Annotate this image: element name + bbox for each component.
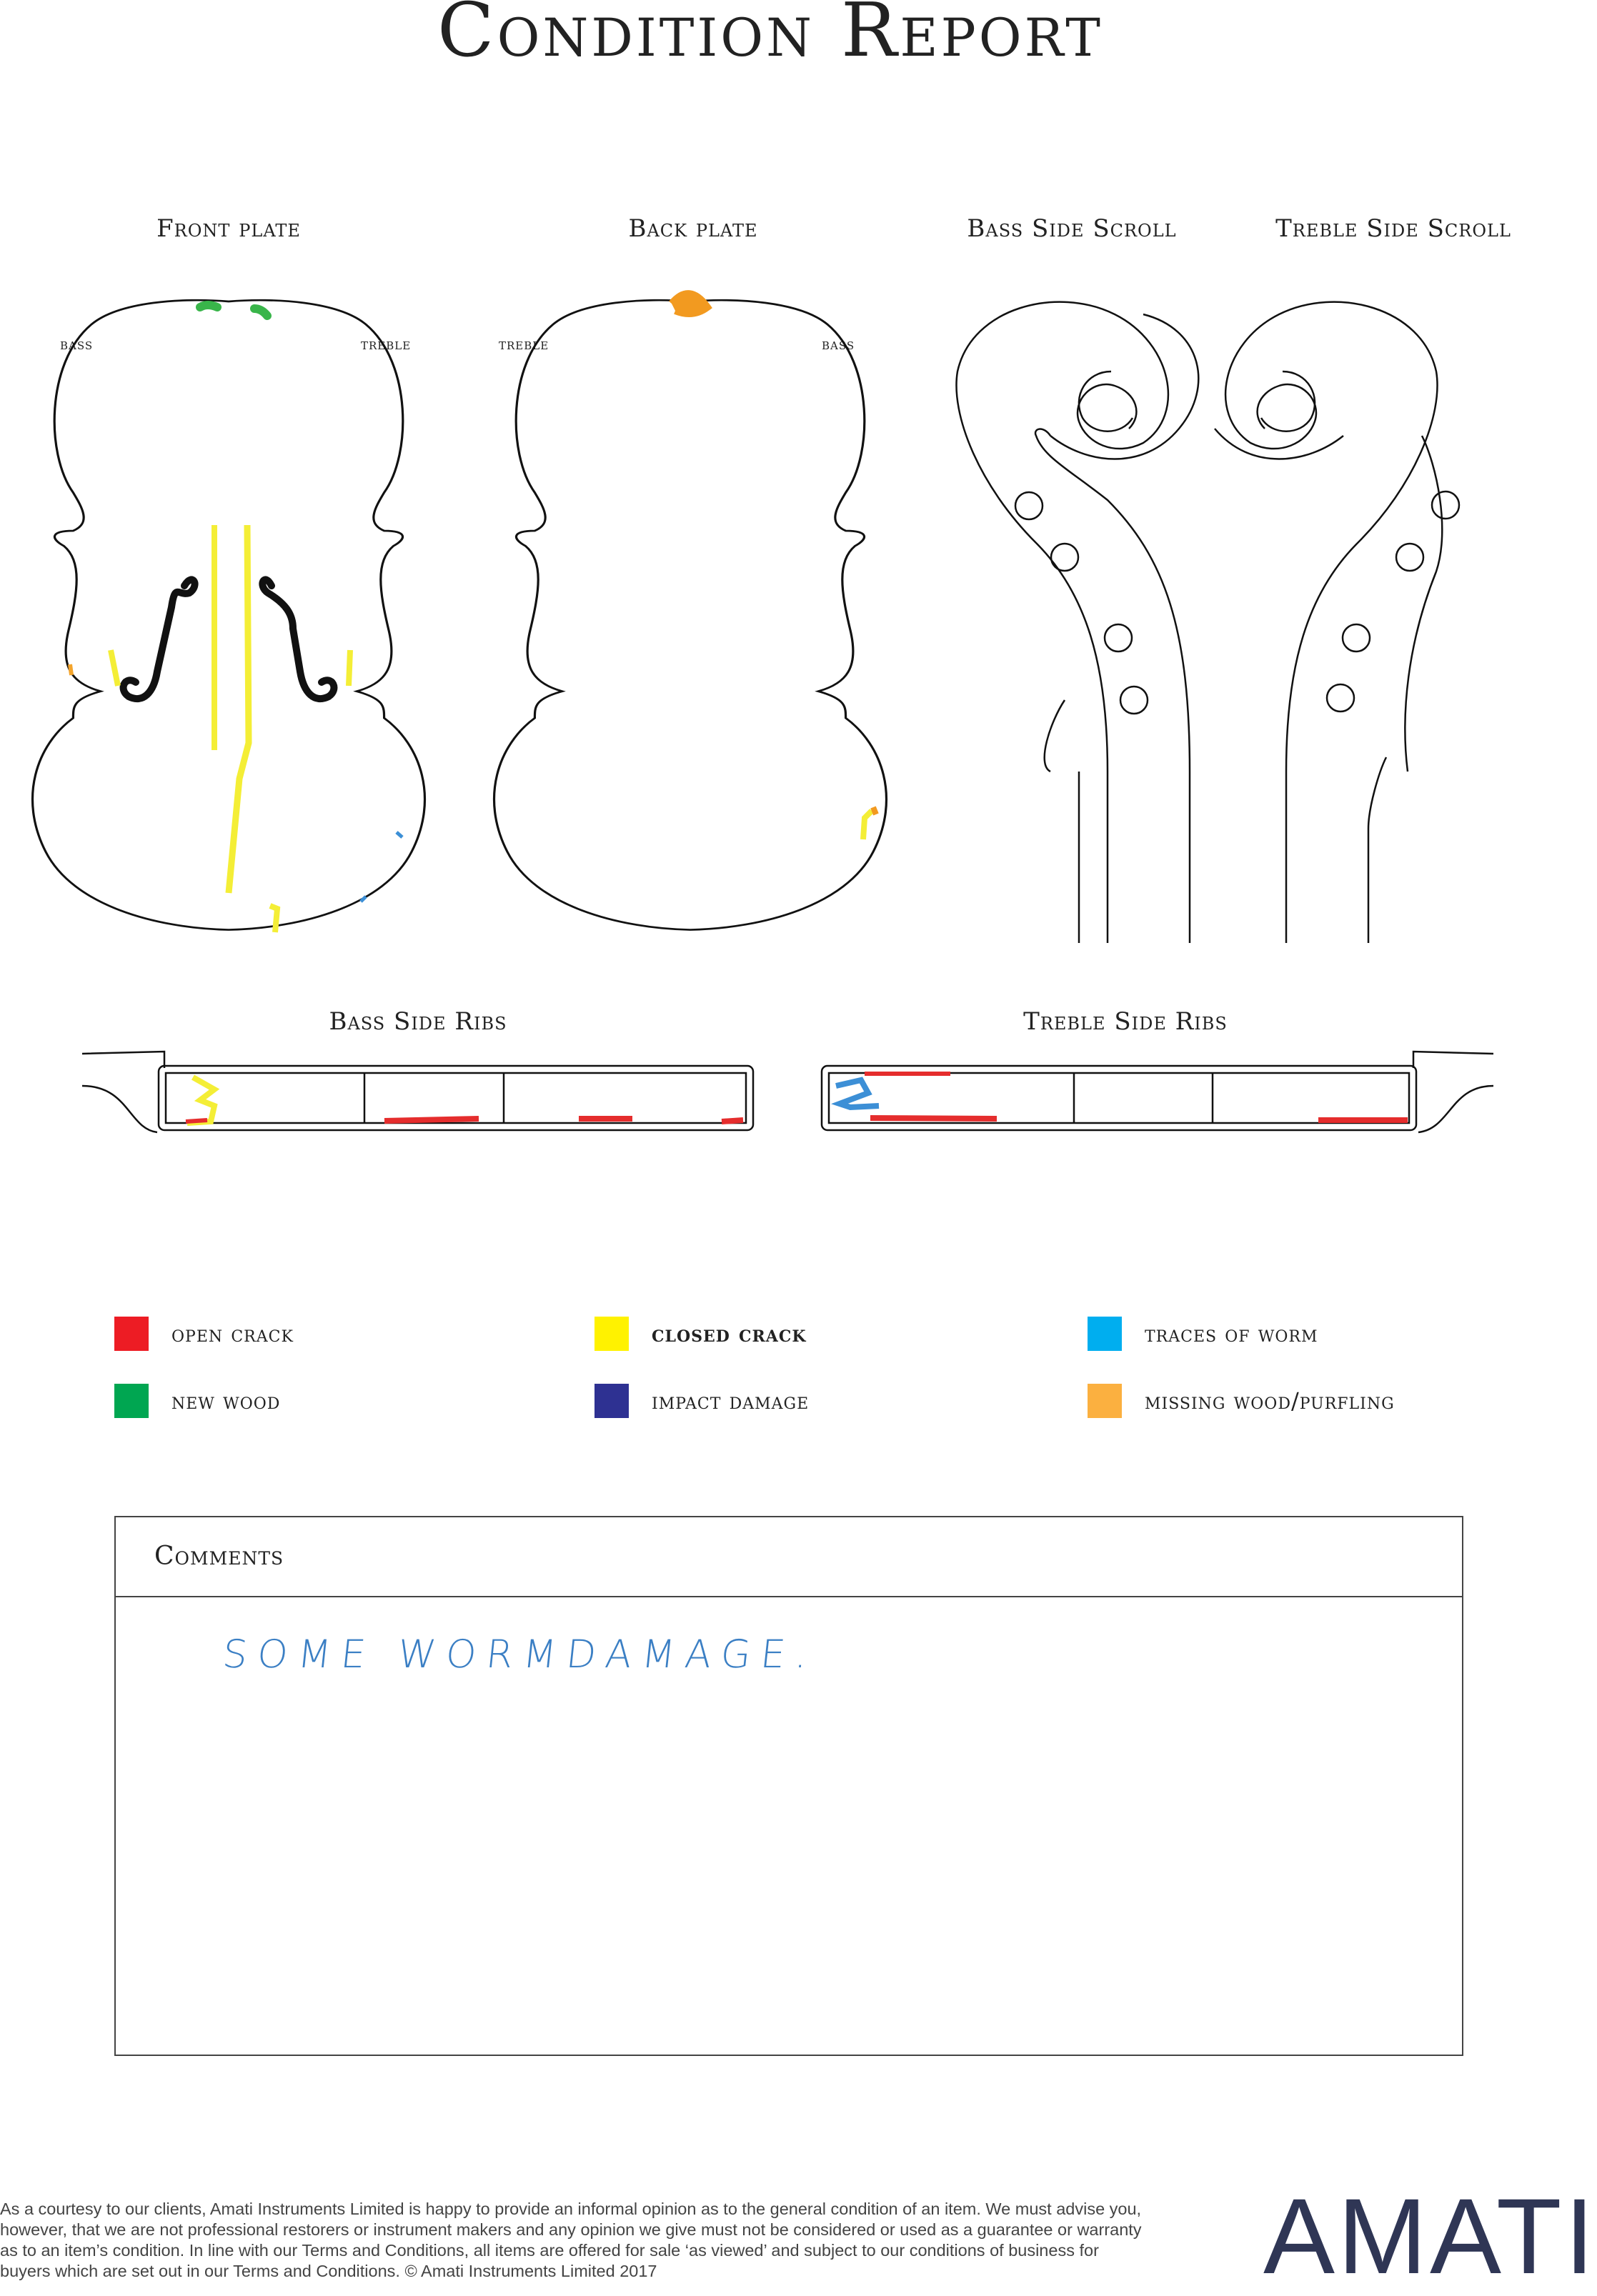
bass-side-ribs-damage: [186, 1077, 743, 1123]
front-fhole-bass: [124, 579, 195, 699]
disclaimer-text: As a courtesy to our clients, Amati Instruments Limited is happy to provide an informal opinion as to the general condition of an item. We must advise you, however, that we are not professional restorers or instrument makers and any opinion we give must not be considered or used as a guarantee or warranty as to an item’s condition. In line with our Terms and Conditions, all items are offered for sale ‘as viewed’ and subject to our conditions of business for buyers which are set out in our Terms and Conditions. © Amati Instruments Limited 2017: [0, 2200, 1142, 2280]
comments-box: [114, 1516, 1463, 2056]
legend-swatch-cyan: [1088, 1317, 1122, 1351]
page-title: Condition Report: [437, 0, 1103, 74]
comments-title: Comments: [154, 1542, 284, 1571]
comments-text: SOME WORMDAMAGE.: [220, 1632, 820, 1677]
bass-side-scroll: [956, 302, 1198, 943]
legend-swatch-red: [114, 1317, 149, 1351]
legend-missing-wood: [1088, 1384, 1395, 1418]
bass-side-ribs-label: Bass Side Ribs: [329, 1007, 507, 1036]
comments-header: [116, 1517, 1462, 1597]
front-plate-outline: [33, 300, 425, 929]
back-plate-outline: [494, 300, 887, 929]
legend-swatch-orange: [1088, 1384, 1122, 1418]
treble-side-ribs-label: Treble Side Ribs: [1023, 1007, 1228, 1036]
legend-label-new-wood: new wood: [171, 1387, 281, 1414]
legend-label-missing-wood: missing wood/purfling: [1145, 1387, 1395, 1414]
legend-label-open-crack: open crack: [171, 1320, 294, 1347]
legend-label-impact-damage: impact damage: [652, 1387, 810, 1414]
treble-side-scroll-label: Treble Side Scroll: [1275, 214, 1511, 243]
front-bass-label: bass: [60, 336, 94, 354]
bass-side-scroll-label: Bass Side Scroll: [967, 214, 1177, 243]
back-plate-damage: [672, 294, 876, 839]
legend-closed-crack: [594, 1317, 807, 1351]
treble-side-scroll: [1215, 302, 1459, 943]
legend-open-crack: [114, 1317, 294, 1351]
amati-logo: AMATI: [1263, 2176, 1597, 2296]
legend-label-closed-crack: closed crack: [652, 1320, 807, 1347]
front-plate-label: Front plate: [156, 214, 301, 243]
legend-swatch-green: [114, 1384, 149, 1418]
legend-new-wood: [114, 1384, 280, 1418]
front-plate-damage: [70, 305, 402, 932]
back-treble-label: treble: [499, 336, 549, 354]
legend-swatch-yellow: [594, 1317, 629, 1351]
front-fhole-treble: [262, 579, 334, 699]
legend-label-traces-of-worm: traces of worm: [1145, 1320, 1318, 1347]
back-bass-label: bass: [822, 336, 855, 354]
front-treble-label: treble: [361, 336, 412, 354]
legend-traces-of-worm: [1088, 1317, 1318, 1351]
back-plate-label: Back plate: [628, 214, 758, 243]
legend-impact-damage: [594, 1384, 809, 1418]
treble-side-ribs-damage: [836, 1074, 1408, 1120]
legend-swatch-navy: [594, 1384, 629, 1418]
